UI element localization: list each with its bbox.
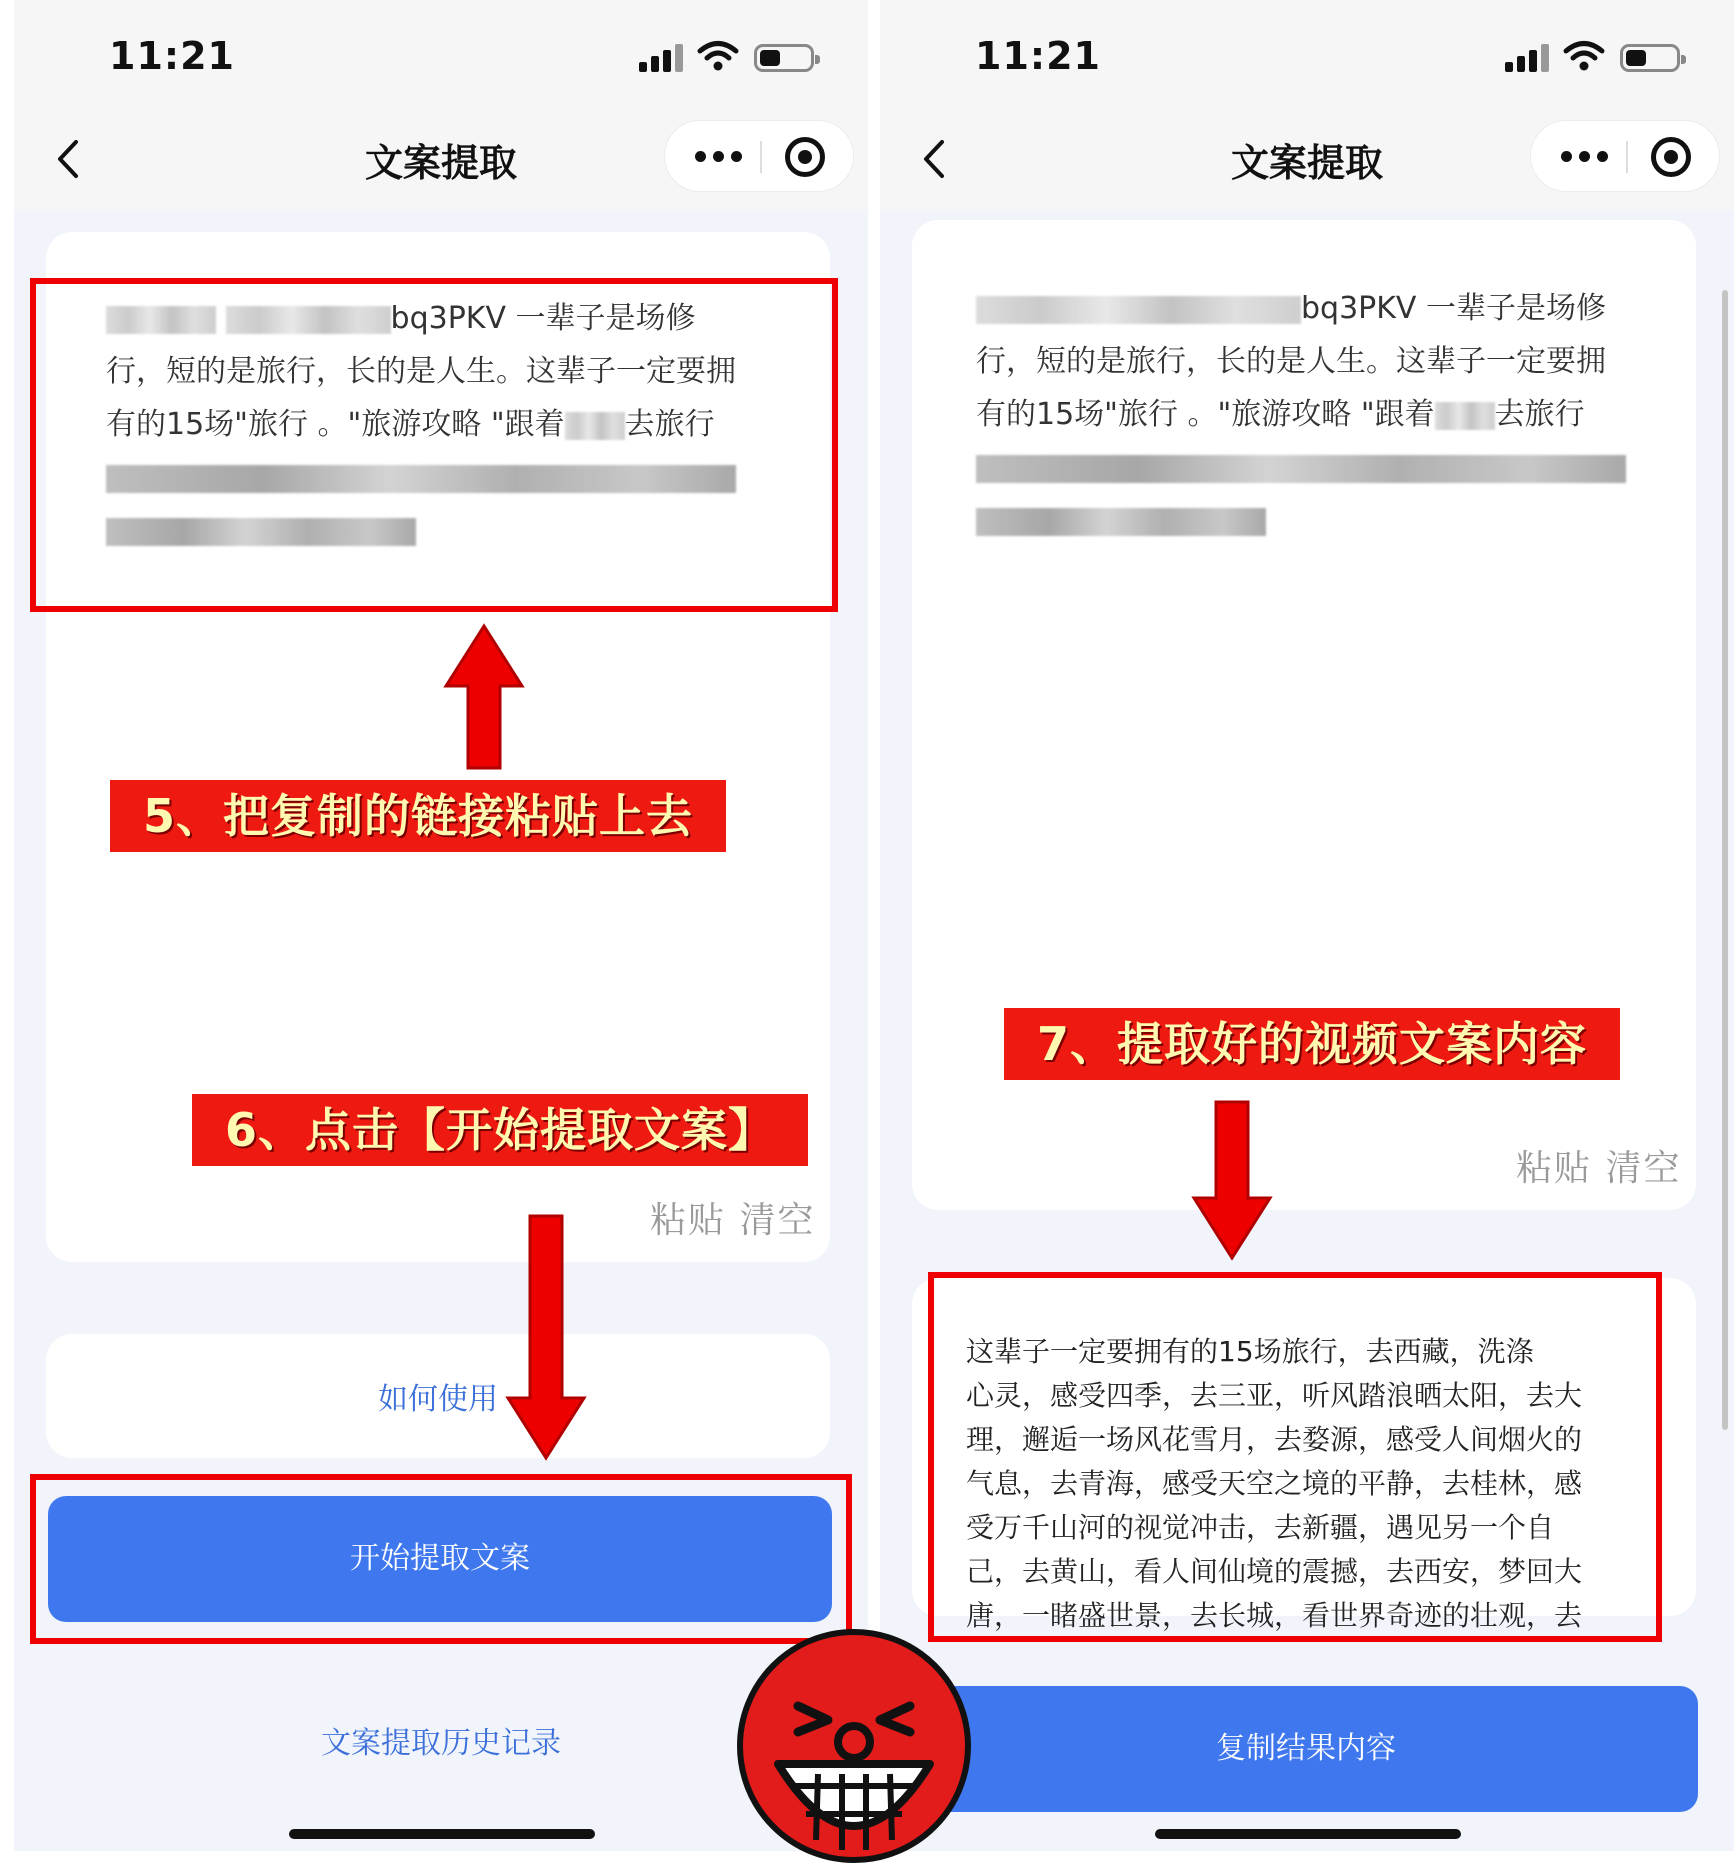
status-bar [880,0,1734,110]
more-options-icon[interactable] [1557,121,1617,193]
how-to-use-link[interactable]: 如何使用 [378,1382,498,1417]
annotation-step5: 5、把复制的链接粘贴上去 [110,780,726,852]
cellular-signal-icon [639,44,685,72]
arrow-down-icon [1192,1100,1272,1260]
phone-screen-left [14,0,868,1851]
capsule-divider [760,141,762,173]
battery-icon [1620,44,1680,72]
start-extract-button[interactable]: 开始提取文案 [48,1496,832,1622]
mini-program-capsule [664,120,854,192]
status-time: 11:21 [975,34,1101,78]
result-text: 这辈子一定要拥有的15场旅行，去西藏，洗涤 心灵，感受四季，去三亚，听风踏浪晒太阳，去大 理，邂逅一场风花雪月，去婺源，感受人间烟火的 气息，去青海，感受天空之境的平静，去桂林，感 受万千山河的视觉冲击，去新疆，遇见另一个自 己，去黄山，看人间仙境的震撼，去西安，梦回大 唐，一睹盛世景，去长城，看世界奇迹的壮观，去 [966,1335,1583,1632]
page-title: 文案提取 [1230,141,1383,185]
arrow-down-icon [506,1214,586,1460]
link-input-text[interactable]: bq3PKV 一辈子是场修 行，短的是旅行，长的是人生。这辈子一定要拥 有的15场"旅行 。"旅游攻略 "跟着 去旅行 [106,292,786,557]
wifi-icon [1564,40,1604,72]
clear-button[interactable]: 清空 [1605,1148,1682,1189]
annotation-step7: 7、提取好的视频文案内容 [1004,1008,1620,1080]
home-indicator [289,1829,595,1839]
clear-button[interactable]: 清空 [739,1200,816,1241]
result-card [912,1278,1696,1632]
paste-button[interactable]: 粘贴 [650,1200,727,1241]
battery-icon [754,44,814,72]
link-input-text[interactable]: bq3PKV 一辈子是场修 行，短的是旅行，长的是人生。这辈子一定要拥 有的15场"旅行 。"旅游攻略 "跟着 去旅行 [976,282,1656,547]
page-title: 文案提取 [364,141,517,185]
nav-bar [14,110,868,210]
status-time: 11:21 [109,34,235,78]
close-miniprogram-icon[interactable] [785,137,825,177]
input-actions [1516,1140,1681,1191]
home-indicator [1155,1829,1461,1839]
scrollbar[interactable] [1722,290,1728,1430]
status-bar [14,0,868,110]
capsule-divider [1626,141,1628,173]
wifi-icon [698,40,738,72]
cellular-signal-icon [1505,44,1551,72]
paste-button[interactable]: 粘贴 [1516,1148,1593,1189]
phone-screen-right [880,0,1734,1851]
close-miniprogram-icon[interactable] [1651,137,1691,177]
laughing-face-icon [736,1628,972,1864]
annotation-step6: 6、点击【开始提取文案】 [192,1094,808,1166]
help-card [46,1334,830,1458]
arrow-up-icon [444,624,524,770]
more-options-icon[interactable] [691,121,751,193]
history-link[interactable]: 文案提取历史记录 [321,1726,561,1761]
mini-program-capsule [1530,120,1720,192]
nav-bar [880,110,1734,210]
input-actions [650,1192,815,1243]
copy-result-button[interactable]: 复制结果内容 [914,1686,1698,1812]
